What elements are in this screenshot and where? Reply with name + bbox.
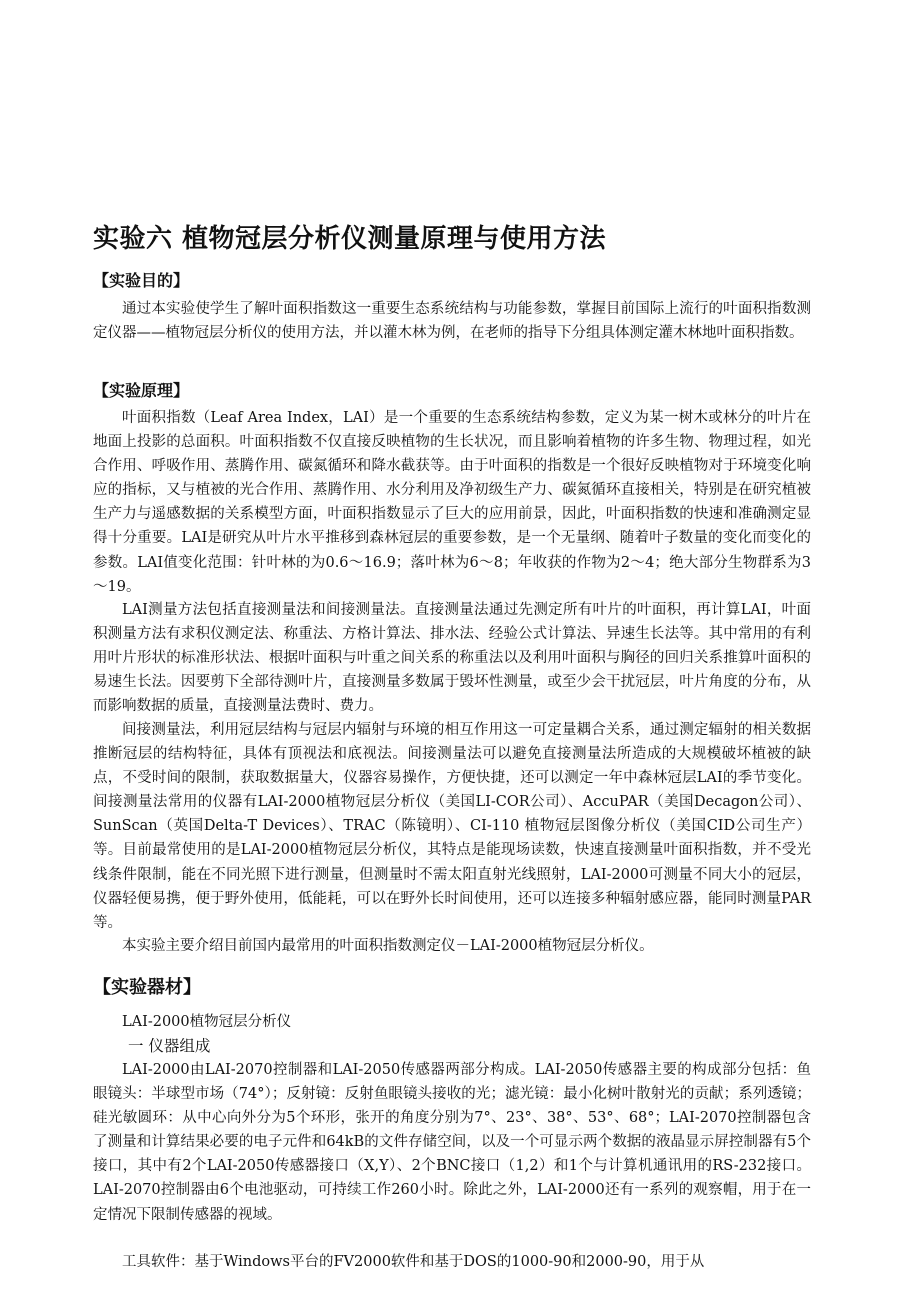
page-title: 实验六 植物冠层分析仪测量原理与使用方法 [93,224,607,254]
principle-paragraph-2: LAI测量方法包括直接测量法和间接测量法。直接测量法通过先测定所有叶片的叶面积，再计算LAI，叶面积测量方法有求积仪测定法、称重法、方格计算法、排水法、经验公式计算法、异速生长法等。其中常用的有利用叶片形状的标准形状法、根据叶面积与叶重之间关系的称重法以及利用叶面积与胸径的回归关系推算叶面积的易速生长法。因要剪下全部待测叶片，直接测量多数属于毁坏性测量，或至少会干扰冠层，叶片角度的分布，从而影响数据的质量，直接测量法费时、费力。 [93,602,811,715]
equipment-item: LAI-2000植物冠层分析仪 [122,1014,292,1030]
section-heading-equipment: 【实验器材】 [93,977,201,998]
equipment-subheading: 一 仪器组成 [128,1037,211,1055]
section-heading-purpose: 【实验目的】 [93,271,190,290]
equipment-paragraph-2: 工具软件：基于Windows平台的FV2000软件和基于DOS的1000-90和2000-90，用于从 [122,1254,705,1270]
principle-paragraph-1: 叶面积指数（Leaf Area Index，LAI）是一个重要的生态系统结构参数，定义为某一树木或林分的叶片在地面上投影的总面积。叶面积指数不仅直接反映植物的生长状况，而且影响着植物的许多生物、物理过程，如光合作用、呼吸作用、蒸腾作用、碳氮循环和降水截获等。由于叶面积的指数是一个很好反映植物对于环境变化响应的指标，又与植被的光合作用、蒸腾作用、水分利用及净初级生产力、碳氮循环直接相关，特别是在研究植被生产力与遥感数据的关系模型方面，叶面积指数显示了巨大的应用前景，因此，叶面积指数的快速和准确测定显得十分重要。LAI是研究从叶片水平推移到森林冠层的重要参数，是一个无量纲、随着叶子数量的变化而变化的参数。LAI值变化范围：针叶林的为0.6～16.9；落叶林为6～8；年收获的作物为2～4；绝大部分生物群系为3～19。 [93,410,811,595]
section-heading-principle: 【实验原理】 [93,381,190,400]
equipment-paragraph-1: LAI-2000由LAI-2070控制器和LAI-2050传感器两部分构成。LAI-2050传感器主要的构成部分包括：鱼眼镜头：半球型市场（74°）；反射镜：反射鱼眼镜头接收的光；滤光镜：最小化树叶散射光的贡献；系列透镜；硅光敏圆环：从中心向外分为5个环形，张开的角度分别为7°、23°、38°、53°、68°；LAI-2070控制器包含了测量和计算结果必要的电子元件和64kB的文件存储空间，以及一个可显示两个数据的液晶显示屏控制器有5个接口，其中有2个LAI-2050传感器接口（X,Y）、2个BNC接口（1,2）和1个与计算机通讯用的RS-232接口。LAI-2070控制器由6个电池驱动，可持续工作260小时。除此之外，LAI-2000还有一系列的观察帽，用于在一定情况下限制传感器的视域。 [93,1062,811,1223]
purpose-paragraph: 通过本实验使学生了解叶面积指数这一重要生态系统结构与功能参数，掌握目前国际上流行的叶面积指数测定仪器——植物冠层分析仪的使用方法，并以灌木林为例，在老师的指导下分组具体测定灌木林地叶面积指数。 [93,301,811,342]
principle-paragraph-3: 间接测量法，利用冠层结构与冠层内辐射与环境的相互作用这一可定量耦合关系，通过测定辐射的相关数据推断冠层的结构特征，具体有顶视法和底视法。间接测量法可以避免直接测量法所造成的大规模破坏植被的缺点，不受时间的限制，获取数据量大，仪器容易操作，方便快捷，还可以测定一年中森林冠层LAI的季节变化。间接测量法常用的仪器有LAI-2000植物冠层分析仪（美国LI-COR公司）、AccuPAR（美国Decagon公司）、SunScan（英国Delta-T Devices）、TRAC（陈镜明）、CI-110 植物冠层图像分析仪（美国CID公司生产）等。目前最常使用的是LAI-2000植物冠层分析仪，其特点是能现场读数，快速直接测量叶面积指数，并不受光线条件限制，能在不同光照下进行测量，但测量时不需太阳直射光线照射，LAI-2000可测量不同大小的冠层，仪器轻便易携，便于野外使用，低能耗，可以在野外长时间使用，还可以连接多种辐射感应器，能同时测量PAR等。 [93,722,811,931]
principle-paragraph-4: 本实验主要介绍目前国内最常用的叶面积指数测定仪－LAI-2000植物冠层分析仪。 [122,938,654,954]
